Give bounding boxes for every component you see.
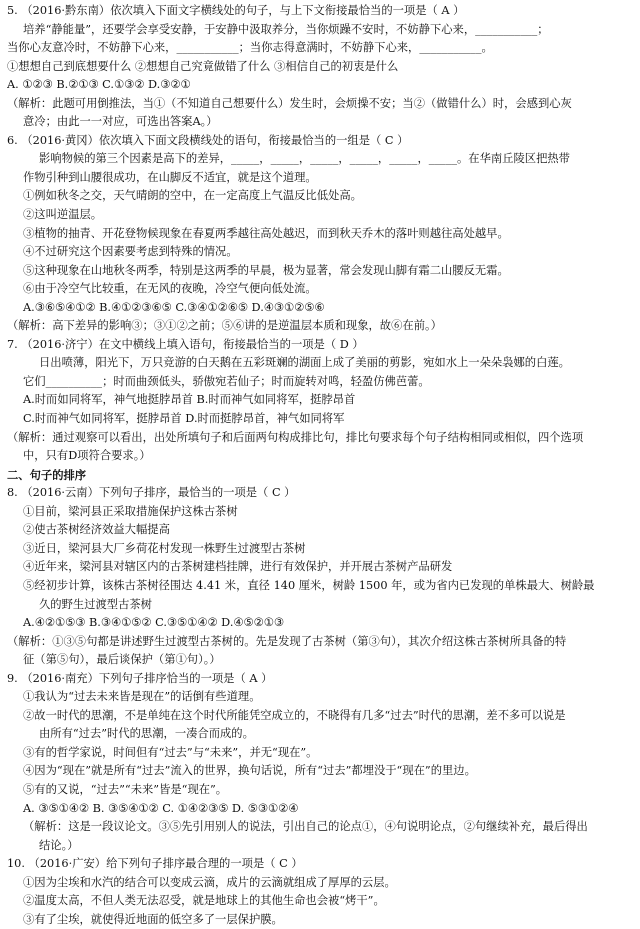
passage-line: 作物引种到山腰很成功，在山脚反不适宜，就是这个道理。 <box>23 170 317 184</box>
section-title: 二、句子的排序 <box>7 467 87 482</box>
option-sentence: ③有了尘埃，就使得近地面的低空多了一层保护膜。 <box>23 912 283 926</box>
question-stem: 9. （2016·南充）下列句子排序恰当的一项是（ A ） <box>7 671 273 685</box>
option-sentence: ①因为尘埃和水汽的结合可以变成云滴，成片的云滴就组成了厚厚的云层。 <box>23 875 396 889</box>
question-5 <box>7 2 634 132</box>
analysis-line: （解析：此题可用倒推法，当①（不知道自己想要什么）发生时，会烦操不安；当②（做错什么）时，会感到心灰 <box>7 96 572 110</box>
option-sentence: 久的野生过渡型古茶树 <box>39 597 152 611</box>
answer-choices: A.③⑥⑤④①② B.④①②③⑥⑤ C.③④①②⑥⑤ D.④③①②⑤⑥ <box>23 300 325 314</box>
analysis-line: （解析：通过观察可以看出，出处所填句子和后面两句构成排比句，排比句要求每个句子结构相同或相似，四个选项 <box>7 430 584 444</box>
option-sentence: ⑤有的又说，“过去”“未来”皆是“现在”。 <box>23 782 228 796</box>
question-stem: 8. （2016·云南）下列句子排序，最恰当的一项是（ C ） <box>7 486 296 500</box>
option-sentence: ④近年来，梁河县对辖区内的古茶树建档挂牌，进行有效保护，并开展古茶树产品研发 <box>23 560 453 574</box>
option-sentence: ①例如秋冬之交，天气晴朗的空中，在一定高度上气温反比低处高。 <box>23 189 362 203</box>
option-sentence: ①我认为“过去未来皆是现在”的话倒有些道理。 <box>23 690 261 704</box>
option-sentence: ③有的哲学家说，时间但有“过去”与“未来”，并无“现在”。 <box>23 745 318 759</box>
option-sentence: 由所有“过去”时代的思潮，一凑合而成的。 <box>39 727 254 741</box>
option-sentence: ①目前，梁河县正采取措施保护这株古茶树 <box>23 504 238 518</box>
question-8 <box>7 484 634 669</box>
answer-choices: A. ③⑤①④② B. ③⑤④①② C. ①④②③⑤ D. ⑤③①②④ <box>23 801 299 815</box>
analysis-line: 征（第⑤句），最后谈保护（第①句）。） <box>23 653 221 667</box>
option-sentence: ④不过研究这个因素要考虑到特殊的情况。 <box>23 245 238 259</box>
question-stem: 5. （2016·黔东南）依次填入下面文字横线处的句子，与上下文衔接最恰当的一项是（ A ） <box>7 4 465 17</box>
option-sentence: ⑤这种现象在山地秋冬两季，特别是这两季的早晨，极为显著，常会发现山脚有霜二山腰反无霜。 <box>23 263 509 277</box>
analysis-line: （解析：这是一段议论文。③⑤先引用别人的说法，引出自己的论点①，④句说明论点，②句继续补充，最后得出 <box>23 820 588 834</box>
passage-line: 当你心友意冷时，不妨静下心来，___________；当你志得意满时，不妨静下心来，___________。 <box>7 41 493 55</box>
answer-choices: A.时而如同将军，神气地挺脖昂首 B.时而神气如同将军，挺脖昂首 <box>23 393 356 407</box>
option-sentence: ②温度太高，不但人类无法忍受，就是地球上的其他生命也会被“烤干”。 <box>23 894 385 908</box>
option-sentence: ②使古茶树经济效益大幅提高 <box>23 523 170 537</box>
option-sentence: ④因为“现在”就是所有“过去”流入的世界，换句话说，所有“过去”都埋没于“现在”的里边。 <box>23 764 476 778</box>
question-stem: 7. （2016·济宁）在文中横线上填入语句，衔接最恰当的一项是（ D ） <box>7 337 364 351</box>
passage-line: 日出喷薄，阳光下，万只竞游的白天鹅在五彩斑斓的湖面上成了美丽的剪影，宛如水上一朵朵袅娜的白莲。 <box>39 356 570 370</box>
answer-choices: C.时而神气如同将军，挺脖昂首 D.时而挺脖昂首，神气如同将军 <box>23 412 345 426</box>
option-sentence: ②这叫逆温层。 <box>23 208 103 222</box>
question-stem: 6. （2016·黄冈）依次填入下面文段横线处的语句，衔接最恰当的一组是（ C ） <box>7 133 409 147</box>
option-sentence: ③植物的抽青、开花登物候现象在春夏两季越往高处越迟，而到秋天乔木的落叶则越往高处越早。 <box>23 226 509 240</box>
answer-choices: A.④②①⑤③ B.③④①⑤② C.③⑤①④② D.④⑤②①③ <box>23 616 285 630</box>
option-sentence: ⑤经初步计算，该株古茶树径围达 4.41 米，直径 140 厘米，树龄 1500 年，或为省内已发现的单株最大、树龄最 <box>23 578 595 592</box>
passage-line: 影响物候的第三个因素是高下的差异，_____，_____，_____，_____，_____，_____。在华南丘陵区把热带 <box>39 152 570 166</box>
passage-line: 培养“静能量”，还要学会享受安静，于安静中汲取养分，当你烦躁不安时，不妨静下心来，___________； <box>23 22 549 36</box>
passage-line: 它们__________；时而曲颈低头，骄傲宛若仙子；时而旋转对鸣，轻盈仿佛芭蕾。 <box>23 374 430 388</box>
answer-choices: A. ①②③ B.②①③ C.①③② D.③②① <box>7 78 191 92</box>
question-stem: 10. （2016·广安）给下列句子排序最合理的一项是（ C ） <box>7 857 303 871</box>
option-sentence: ②故一时代的思潮，不是单纯在这个时代所能凭空成立的，不晓得有几多“过去”时代的思潮，差不多可以说是 <box>23 708 566 722</box>
analysis-line: 中，只有D项符合要求。） <box>23 449 151 463</box>
question-10 <box>7 855 634 929</box>
option-sentences: ①想想自己到底想要什么 ②想想自己究竟做错了什么 ③相信自己的初衷是什么 <box>7 59 399 73</box>
option-sentence: ③近日，梁河县大厂乡荷花村发现一株野生过渡型古茶树 <box>23 541 306 555</box>
analysis-line: （解析：高下差异的影响③；③①②之前；⑤⑥讲的是逆温层本质和现象，故⑥在前。） <box>7 319 442 333</box>
analysis-line: 结论。） <box>39 838 79 852</box>
analysis-line: 意冷；由此一一对应，可选出答案A。） <box>23 115 218 129</box>
question-7 <box>7 336 634 466</box>
question-9 <box>7 670 634 855</box>
option-sentence: ⑥由于冷空气比较重，在无风的夜晚，冷空气便向低处流。 <box>23 282 317 296</box>
question-6 <box>7 132 634 336</box>
analysis-line: （解析：①③⑤句都是讲述野生过渡型古茶树的。先是发现了古茶树（第③句），其次介绍这株古茶树所具备的特 <box>7 634 567 648</box>
